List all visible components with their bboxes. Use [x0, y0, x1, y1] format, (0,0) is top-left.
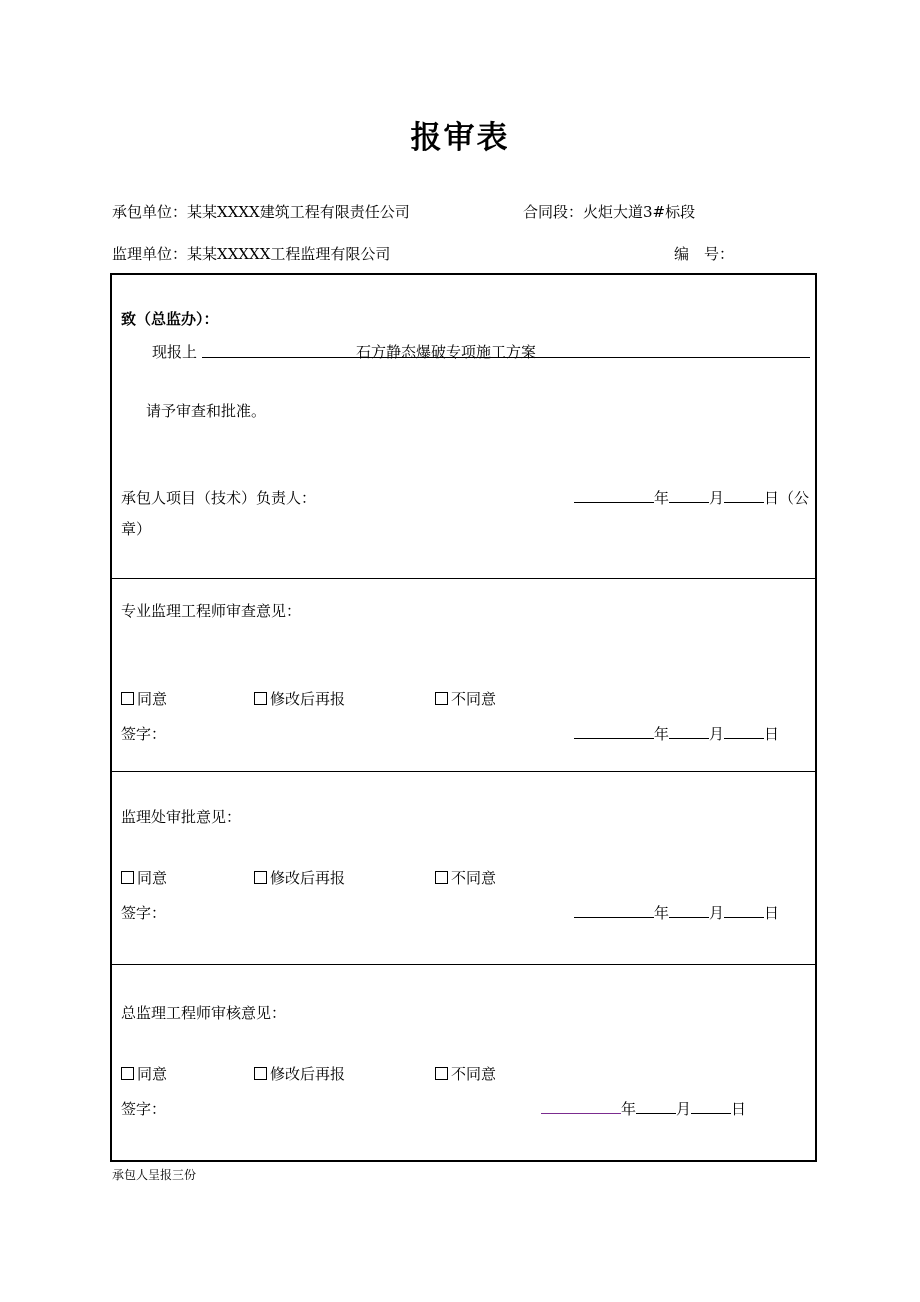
option-label: 不同意	[451, 1065, 497, 1083]
seal-wrap: 章）	[121, 520, 152, 538]
year-label: 年	[621, 1100, 637, 1118]
option-label: 同意	[137, 869, 168, 887]
day-blank	[724, 903, 764, 918]
checkbox-icon[interactable]	[435, 692, 448, 705]
month-label: 月	[709, 904, 725, 922]
month-blank	[669, 488, 709, 503]
day-label: 日	[764, 725, 780, 743]
checkbox-icon[interactable]	[254, 871, 267, 884]
section-line	[523, 201, 695, 222]
month-blank	[636, 1099, 676, 1114]
option-label: 同意	[137, 690, 168, 708]
review-2-title: 监理处审批意见：	[121, 808, 242, 826]
option-label: 不同意	[451, 690, 497, 708]
number-label: 编 号：	[674, 245, 735, 263]
contractor-value: 某某XXXX建筑工程有限责任公司	[187, 203, 410, 221]
page-title: 报审表	[410, 120, 510, 156]
sign-label-1: 签字：	[121, 725, 167, 743]
option-label: 修改后再报	[270, 1065, 346, 1083]
responsible-label: 承包人项目（技术）负责人：	[121, 489, 317, 507]
option-label: 修改后再报	[270, 690, 346, 708]
day-label: 日	[731, 1100, 747, 1118]
month-label: 月	[676, 1100, 692, 1118]
option-revise-2[interactable]	[254, 867, 345, 888]
month-blank	[669, 724, 709, 739]
month-blank	[669, 903, 709, 918]
report-prefix: 现报上	[152, 343, 198, 361]
option-label: 不同意	[451, 869, 497, 887]
option-label: 同意	[137, 1065, 168, 1083]
checkbox-icon[interactable]	[121, 1067, 134, 1080]
year-blank	[574, 903, 654, 918]
day-label: 日	[764, 489, 780, 507]
option-disagree-3[interactable]	[435, 1063, 496, 1084]
day-blank	[724, 724, 764, 739]
contractor-label: 承包单位：	[112, 203, 188, 221]
section-label: 合同段：	[523, 203, 584, 221]
month-label: 月	[709, 725, 725, 743]
sign-label-2: 签字：	[121, 904, 167, 922]
review-3-title: 总监理工程师审核意见：	[121, 1004, 287, 1022]
date-line-3	[574, 902, 779, 923]
request-text: 请予审查和批准。	[146, 402, 267, 420]
option-revise-1[interactable]	[254, 688, 345, 709]
to-label: 致（总监办）：	[121, 310, 219, 328]
day-blank	[691, 1099, 731, 1114]
checkbox-icon[interactable]	[254, 1067, 267, 1080]
plan-name: 石方静态爆破专项施工方案	[356, 343, 537, 361]
checkbox-icon[interactable]	[121, 871, 134, 884]
day-blank	[724, 488, 764, 503]
option-agree-2[interactable]	[121, 867, 167, 888]
review-form-table	[110, 273, 817, 1162]
section-value: 火炬大道3#标段	[583, 203, 696, 221]
year-blank	[574, 488, 654, 503]
year-blank	[541, 1099, 621, 1114]
divider	[112, 578, 815, 579]
year-label: 年	[654, 725, 670, 743]
sign-label-3: 签字：	[121, 1100, 167, 1118]
option-agree-3[interactable]	[121, 1063, 167, 1084]
footer-note: 承包人呈报三份	[112, 1168, 197, 1182]
year-blank	[574, 724, 654, 739]
option-agree-1[interactable]	[121, 688, 167, 709]
checkbox-icon[interactable]	[435, 871, 448, 884]
checkbox-icon[interactable]	[254, 692, 267, 705]
date-line-4	[541, 1098, 746, 1119]
year-label: 年	[654, 489, 670, 507]
supervisor-value: 某某XXXXX工程监理有限公司	[187, 245, 391, 263]
supervisor-label: 监理单位：	[112, 245, 188, 263]
divider	[112, 771, 815, 772]
option-revise-3[interactable]	[254, 1063, 345, 1084]
checkbox-icon[interactable]	[435, 1067, 448, 1080]
option-disagree-1[interactable]	[435, 688, 496, 709]
contractor-line	[112, 201, 410, 222]
date-line-1	[574, 487, 809, 508]
divider	[112, 964, 815, 965]
year-label: 年	[654, 904, 670, 922]
supervisor-line	[112, 243, 390, 264]
seal-end: （公	[779, 489, 810, 507]
day-label: 日	[764, 904, 780, 922]
option-disagree-2[interactable]	[435, 867, 496, 888]
option-label: 修改后再报	[270, 869, 346, 887]
month-label: 月	[709, 489, 725, 507]
review-1-title: 专业监理工程师审查意见：	[121, 602, 302, 620]
date-line-2	[574, 723, 779, 744]
checkbox-icon[interactable]	[121, 692, 134, 705]
